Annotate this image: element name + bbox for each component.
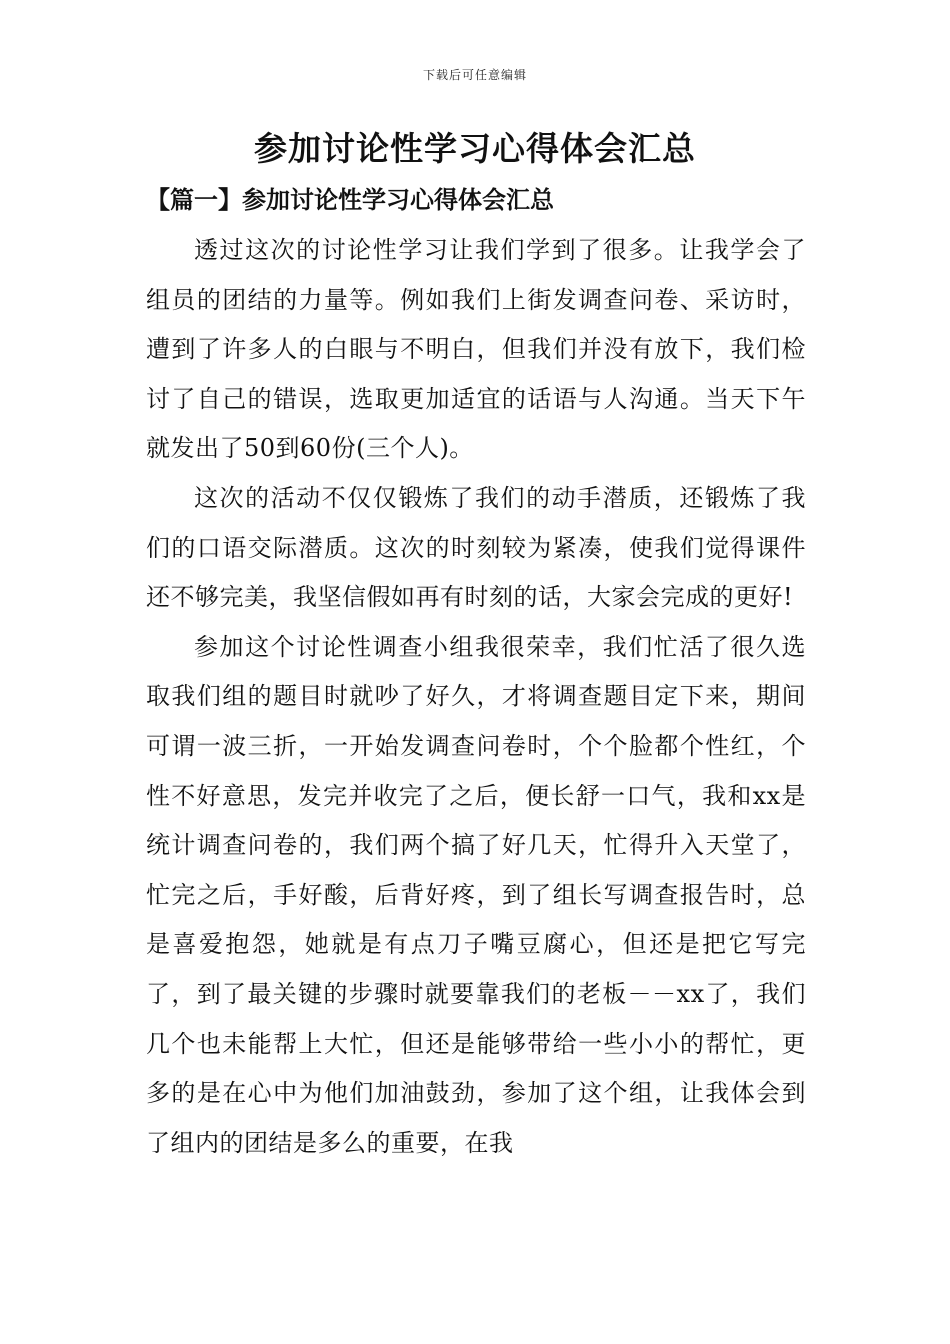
document-body (146, 226, 806, 1168)
paragraph-2: 这次的活动不仅仅锻炼了我们的动手潜质，还锻炼了我们的口语交际潜质。这次的时刻较为紧凑，使我们觉得课件还不够完美，我坚信假如再有时刻的话，大家会完成的更好! (146, 483, 806, 612)
paragraph-1: 透过这次的讨论性学习让我们学到了很多。让我学会了组员的团结的力量等。例如我们上街发调查问卷、采访时，遭到了许多人的白眼与不明白，但我们并没有放下，我们检讨了自己的错误，选取更加适宜的话语与人沟通。当天下午就发出了50到60份(三个人)。 (146, 236, 806, 463)
paragraph-3: 参加这个讨论性调查小组我很荣幸，我们忙活了很久选取我们组的题目时就吵了好久，才将调查题目定下来，期间可谓一波三折，一开始发调查问卷时，个个脸都个性红，个性不好意思，发完并收完了之后，便长舒一口气，我和xx是统计调查问卷的，我们两个搞了好几天，忙得升入天堂了，忙完之后，手好酸，后背好疼，到了组长写调查报告时，总是喜爱抱怨，她就是有点刀子嘴豆腐心，但还是把它写完了，到了最关键的步骤时就要靠我们的老板－－xx了，我们几个也未能帮上大忙，但还是能够带给一些小小的帮忙，更多的是在心中为他们加油鼓劲，参加了这个组，让我体会到了组内的团结是多么的重要，在我 (146, 632, 806, 1157)
document-title: 参加讨论性学习心得体会汇总 (254, 129, 696, 168)
header-note: 下载后可任意编辑 (422, 68, 527, 82)
section-heading: 【篇一】参加讨论性学习心得体会汇总 (146, 185, 554, 214)
